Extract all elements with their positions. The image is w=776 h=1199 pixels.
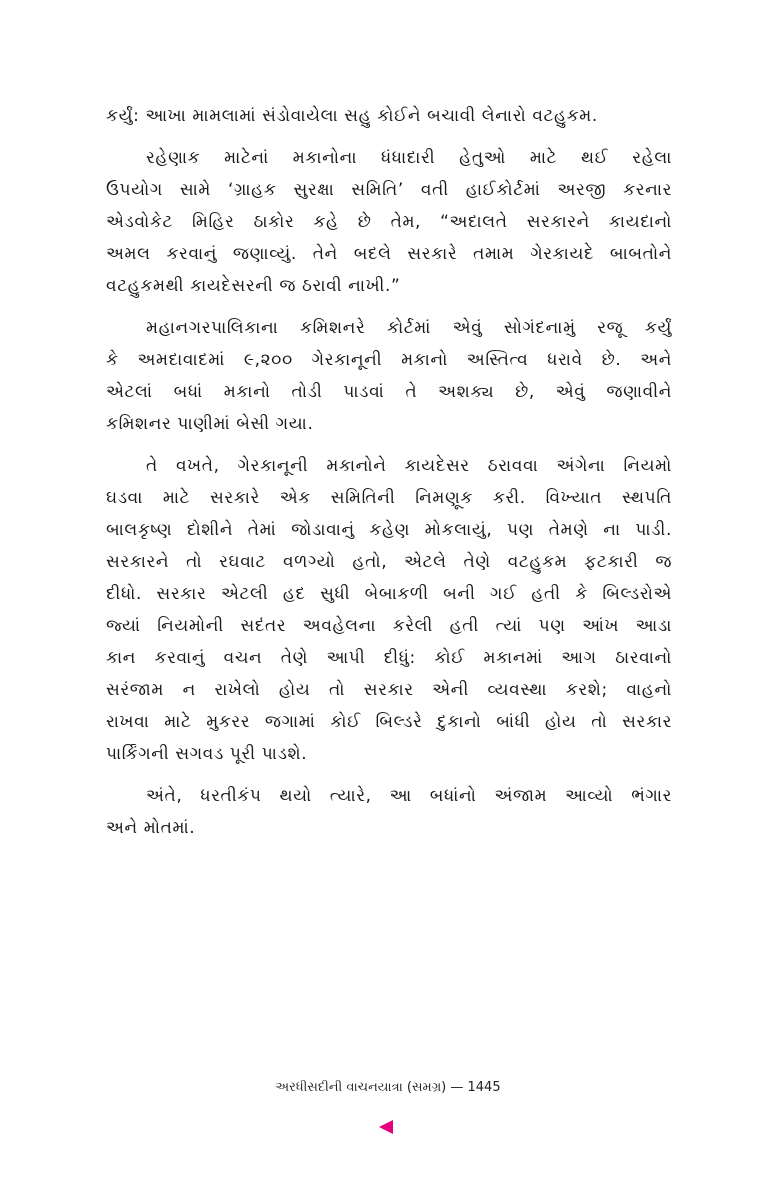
text-line: રાખવા માટે મુકરર જગામાં કોઈ બિલ્ડરે દુકાનો બાંધી હોય તો સરકાર — [106, 712, 672, 732]
text-line: ઘડવા માટે સરકારે એક સમિતિની નિમણૂક કરી. વિખ્યાત સ્થપતિ — [106, 488, 672, 508]
paragraph-5 — [106, 780, 672, 844]
text-line: અને મોતમાં. — [106, 818, 196, 838]
text-line: મહાનગરપાલિકાના કમિશનરે કોર્ટમાં એવું સોગંદનામું રજૂ કર્યું — [146, 318, 672, 338]
text-line: કમિશનર પાણીમાં બેસી ગયા. — [106, 414, 314, 434]
text-line: કે અમદાવાદમાં ૯,૨૦૦ ગેરકાનૂની મકાનો અસ્તિત્વ ધરાવે છે. અને — [106, 350, 672, 370]
text-line: અંતે, ધરતીકંપ થયો ત્યારે, આ બધાંનો અંજામ આવ્યો ભંગાર — [146, 786, 672, 806]
text-line: અમલ કરવાનું જણાવ્યું. તેને બદલે સરકારે તમામ ગેરકાયદે બાબતોને — [106, 244, 672, 264]
page-body-text — [106, 100, 672, 844]
paragraph-4 — [106, 450, 672, 770]
text-line: એડવોકેટ મિહિર ઠાકોર કહે છે તેમ, “અદાલતે સરકારને કાયદાનો — [106, 212, 672, 232]
text-line: એટલાં બધાં મકાનો તોડી પાડવાં તે અશક્ય છે, એવું જણાવીને — [106, 382, 672, 402]
text-line: કાન કરવાનું વચન તેણે આપી દીધું: કોઈ મકાનમાં આગ ઠારવાનો — [106, 648, 672, 668]
text-line: વટહુકમથી કાયદેસરની જ ઠરાવી નાખી.” — [106, 276, 401, 296]
paragraph-3 — [106, 312, 672, 440]
text-line: રહેણાક માટેનાં મકાનોના ધંધાદારી હેતુઓ માટે થઈ રહેલા — [146, 148, 672, 168]
text-line: સરકારને તો રઘવાટ વળગ્યો હતો, એટલે તેણે વટહુકમ ફટકારી જ — [106, 552, 672, 572]
text-line: દીધો. સરકાર એટલી હદ સુધી બેબાકળી બની ગઈ હતી કે બિલ્ડરોએ — [106, 584, 672, 604]
text-line: સરંજામ ન રાખેલો હોય તો સરકાર એની વ્યવસ્થા કરશે; વાહનો — [106, 680, 672, 700]
text-line: બાલકૃષ્ણ દોશીને તેમાં જોડાવાનું કહેણ મોકલાયું, પણ તેમણે ના પાડી. — [106, 520, 672, 540]
paragraph-2 — [106, 142, 672, 302]
text-line: કર્યું: આખા મામલામાં સંડોવાયેલા સહુ કોઈને બચાવી લેનારો વટહુકમ. — [106, 106, 598, 126]
text-line: પાર્કિંગની સગવડ પૂરી પાડશે. — [106, 744, 308, 764]
text-line: ઉપયોગ સામે ‘ગ્રાહક સુરક્ષા સમિતિ’ વતી હાઈકોર્ટમાં અરજી કરનાર — [106, 180, 672, 200]
running-footer: અરધીસદીની વાચનયાત્રા (સમગ્ર) — 1445 — [275, 1080, 501, 1095]
paragraph-1 — [106, 100, 672, 132]
triangle-left-icon[interactable] — [379, 1120, 393, 1134]
text-line: તે વખતે, ગેરકાનૂની મકાનોને કાયદેસર ઠરાવવા અંગેના નિયમો — [146, 456, 672, 476]
text-line: જ્યાં નિયમોની સદંતર અવહેલના કરેલી હતી ત્યાં પણ આંખ આડા — [106, 616, 672, 636]
